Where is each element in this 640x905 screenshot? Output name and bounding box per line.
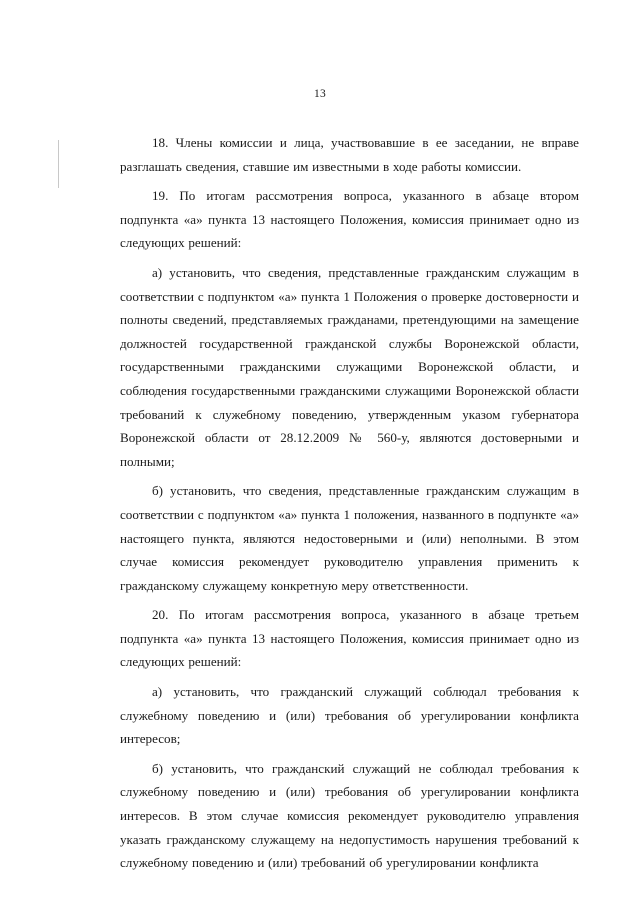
- paragraph-19b: б) установить, что сведения, представленные гражданским служащим в соответствии с подпунктом «а» пункта 1 положения, названного в подпункте «а» настоящего пункта, являются недостоверными и (или) неполными. В этом случае комиссия рекомендует руководителю управления применить к гражданскому служащему конкретную меру ответственности.: [120, 483, 579, 593]
- paragraph-19: 19. По итогам рассмотрения вопроса, указанного в абзаце втором подпункта «а» пункта 13 настоящего Положения, комиссия принимает одно из следующих решений:: [120, 188, 579, 251]
- paragraph-19a: а) установить, что сведения, представленные гражданским служащим в соответствии с подпунктом «а» пункта 1 Положения о проверке достоверности и полноты сведений, представляемых гражданами, претендующими на замещение должностей государственной гражданской службы Воронежской области, государственными гражданскими служащими Воронежской области, и соблюдения государственными гражданскими служащими Воронежской области требований к служебному поведению, утвержденным указом губернатора Воронежской области от 28.12.2009 № 560-у, являются достоверными и полными;: [120, 264, 579, 469]
- paragraph-20: 20. По итогам рассмотрения вопроса, указанного в абзаце третьем подпункта «а» пункта 13 настоящего Положения, комиссия принимает одно из следующих решений:: [120, 607, 579, 670]
- paragraph-20a: а) установить, что гражданский служащий соблюдал требования к служебному поведению и (или) требования об урегулировании конфликта интересов;: [120, 684, 579, 747]
- document-body: [120, 131, 579, 875]
- page-number: 13: [313, 88, 327, 100]
- paragraph-20b: б) установить, что гражданский служащий не соблюдал требования к служебному поведению и (или) требования об урегулировании конфликта интересов. В этом случае комиссия рекомендует руководителю управления указать гражданскому служащему на недопустимость нарушения требований к служебному поведению и (или) требований об урегулировании конфликта: [120, 760, 579, 871]
- margin-line: [58, 140, 59, 188]
- paragraph-18: 18. Члены комиссии и лица, участвовавшие в ее заседании, не вправе разглашать сведения, ставшие им известными в ходе работы комиссии.: [120, 135, 579, 174]
